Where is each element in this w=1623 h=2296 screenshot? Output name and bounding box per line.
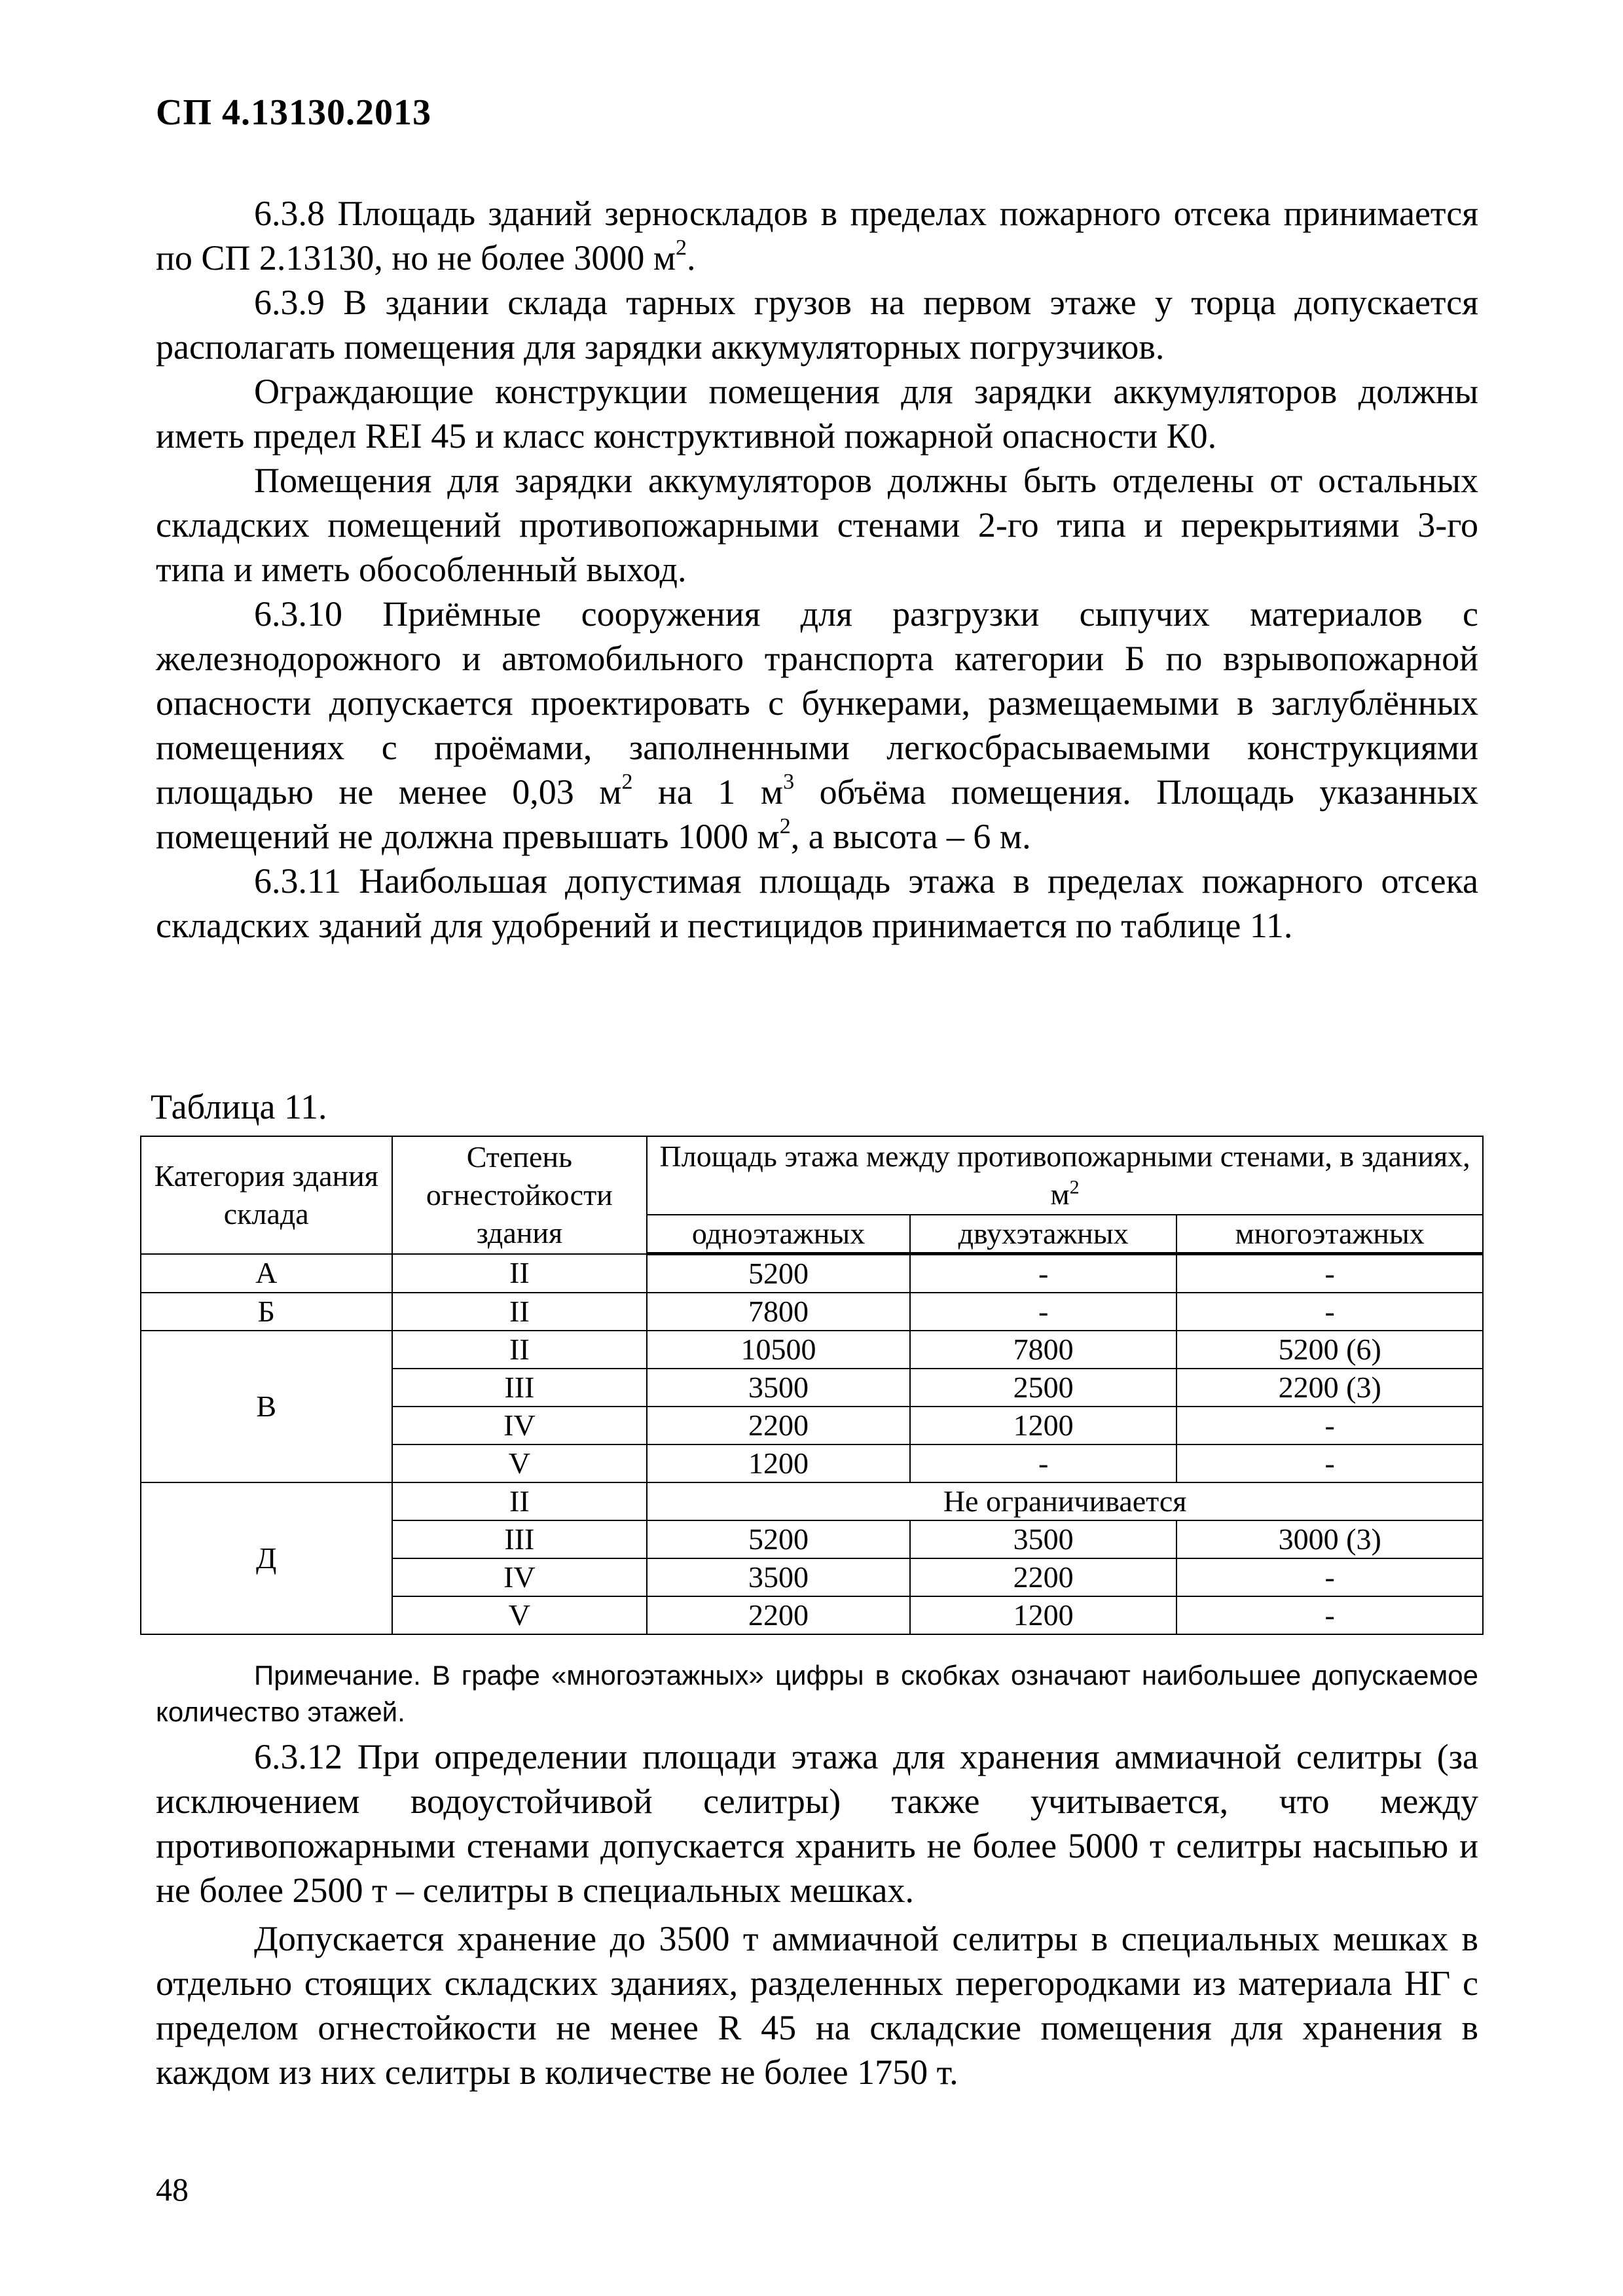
header-two-storey: двухэтажных: [910, 1215, 1177, 1254]
table-11: [140, 1136, 1484, 1635]
cell-area-multi: 2200 (3): [1176, 1369, 1483, 1407]
paragraph-storage: Допускается хранение до 3500 т аммиачной селитры в специальных мешках в отдельно стоящих складских зданиях, разделенных перегородками из материала НГ с пределом огнестойкости не менее R 45 на складские помещения для хранения в каждом из них селитры в количестве не более 1750 т.: [156, 1919, 1478, 2092]
cell-area-one: 10500: [647, 1331, 910, 1369]
paragraph-text: , а высота – 6 м.: [790, 817, 1031, 856]
cell-area-two: -: [910, 1254, 1177, 1293]
cell-degree: IV: [392, 1407, 647, 1444]
cell-area-one: 5200: [647, 1520, 910, 1558]
paragraph-6-3-8: [156, 191, 1478, 280]
cell-degree: II: [392, 1254, 647, 1293]
superscript: 2: [676, 236, 687, 260]
cell-area-two: -: [910, 1444, 1177, 1482]
cell-area-two: 2500: [910, 1369, 1177, 1407]
cell-degree: II: [392, 1293, 647, 1331]
cell-category: В: [141, 1331, 392, 1482]
header-area-text: Площадь этажа между противопожарными стенами, в зданиях, м: [659, 1139, 1470, 1211]
table-row: [141, 1482, 1483, 1520]
table-note: [156, 1657, 1478, 1731]
cell-category: Д: [141, 1482, 392, 1634]
cell-degree: IV: [392, 1558, 647, 1596]
superscript: 2: [1069, 1176, 1080, 1198]
cell-degree: III: [392, 1520, 647, 1558]
cell-area-one: 3500: [647, 1558, 910, 1596]
cell-degree: V: [392, 1444, 647, 1482]
cell-area-two: 1200: [910, 1596, 1177, 1634]
cell-area-multi: -: [1176, 1407, 1483, 1444]
cell-area-one: 3500: [647, 1369, 910, 1407]
header-area: [647, 1136, 1483, 1215]
cell-degree: II: [392, 1482, 647, 1520]
paragraph-text: 6.3.10 Приёмные сооружения для разгрузки сыпучих материалов с железнодорожного и автомобильного транспорта категории Б по взрывопожарной опасности допускается проектировать с бункерами, размещаемыми в заглублённых помещениях с проёмами, заполненными легкосбрасываемыми конструкциями площадью не менее 0,03 м: [156, 594, 1478, 812]
table-row: [141, 1331, 1483, 1369]
superscript: 2: [779, 814, 791, 838]
table-row: [141, 1254, 1483, 1293]
cell-area-multi: -: [1176, 1293, 1483, 1331]
cell-not-limited: Не ограничивается: [647, 1482, 1483, 1520]
page-number: 48: [156, 2171, 189, 2208]
header-multi-storey: многоэтажных: [1176, 1215, 1483, 1254]
table-row: [141, 1293, 1483, 1331]
cell-degree: V: [392, 1596, 647, 1634]
cell-area-one: 1200: [647, 1444, 910, 1482]
cell-area-one: 5200: [647, 1254, 910, 1293]
cell-area-two: 1200: [910, 1407, 1177, 1444]
cell-area-one: 2200: [647, 1596, 910, 1634]
paragraph-text: .: [687, 238, 696, 278]
body-text-top: [156, 191, 1478, 948]
superscript: 2: [621, 770, 633, 794]
note-text: Примечание. В графе «многоэтажных» цифры в скобках означают наибольшее допускаемое количество этажей.: [156, 1660, 1478, 1727]
table-caption: Таблица 11.: [151, 1087, 327, 1126]
cell-area-one: 7800: [647, 1293, 910, 1331]
paragraph-text: объёма помещения. Площадь указанных помещений не должна превышать 1000 м: [156, 772, 1478, 856]
cell-area-multi: 5200 (6): [1176, 1331, 1483, 1369]
cell-area-two: 3500: [910, 1520, 1177, 1558]
paragraph-6-3-10: [156, 592, 1478, 859]
document-header: СП 4.13130.2013: [156, 92, 431, 133]
superscript: 3: [783, 770, 795, 794]
paragraph-6-3-9: 6.3.9 В здании склада тарных грузов на первом этаже у торца допускается располагать помещения для зарядки аккумуляторных погрузчиков.: [156, 283, 1478, 367]
header-category: Категория здания склада: [141, 1136, 392, 1254]
cell-category: Б: [141, 1293, 392, 1331]
cell-area-two: 2200: [910, 1558, 1177, 1596]
paragraph-6-3-12: 6.3.12 При определении площади этажа для хранения аммиачной селитры (за исключением водоустойчивой селитры) также учитывается, что между противопожарными стенами допускается хранить не более 5000 т селитры насыпью и не более 2500 т – селитры в специальных мешках.: [156, 1737, 1478, 1910]
paragraph-text: на 1 м: [632, 772, 784, 812]
cell-area-multi: -: [1176, 1596, 1483, 1634]
cell-degree: III: [392, 1369, 647, 1407]
cell-area-multi: -: [1176, 1254, 1483, 1293]
cell-area-one: 2200: [647, 1407, 910, 1444]
table-body: [141, 1254, 1483, 1635]
paragraph-enclosing: Ограждающие конструкции помещения для зарядки аккумуляторов должны иметь предел REI 45 и класс конструктивной пожарной опасности К0.: [156, 372, 1478, 456]
paragraph-6-3-11: 6.3.11 Наибольшая допустимая площадь этажа в пределах пожарного отсека складских зданий для удобрений и пестицидов принимается по таблице 11.: [156, 861, 1478, 945]
header-degree: Степень огнестойкости здания: [392, 1136, 647, 1254]
cell-area-multi: -: [1176, 1558, 1483, 1596]
cell-area-two: -: [910, 1293, 1177, 1331]
cell-area-multi: -: [1176, 1444, 1483, 1482]
cell-area-two: 7800: [910, 1331, 1177, 1369]
paragraph-rooms: Помещения для зарядки аккумуляторов должны быть отделены от остальных складских помещений противопожарными стенами 2-го типа и перекрытиями 3-го типа и иметь обособленный выход.: [156, 461, 1478, 589]
header-one-storey: одноэтажных: [647, 1215, 910, 1254]
cell-category: А: [141, 1254, 392, 1293]
paragraph-text: 6.3.8 Площадь зданий зерноскладов в пределах пожарного отсека принимается по СП 2.13130, но не более 3000 м: [156, 194, 1478, 278]
cell-area-multi: 3000 (3): [1176, 1520, 1483, 1558]
body-text-bottom: [156, 1734, 1478, 2094]
cell-degree: II: [392, 1331, 647, 1369]
